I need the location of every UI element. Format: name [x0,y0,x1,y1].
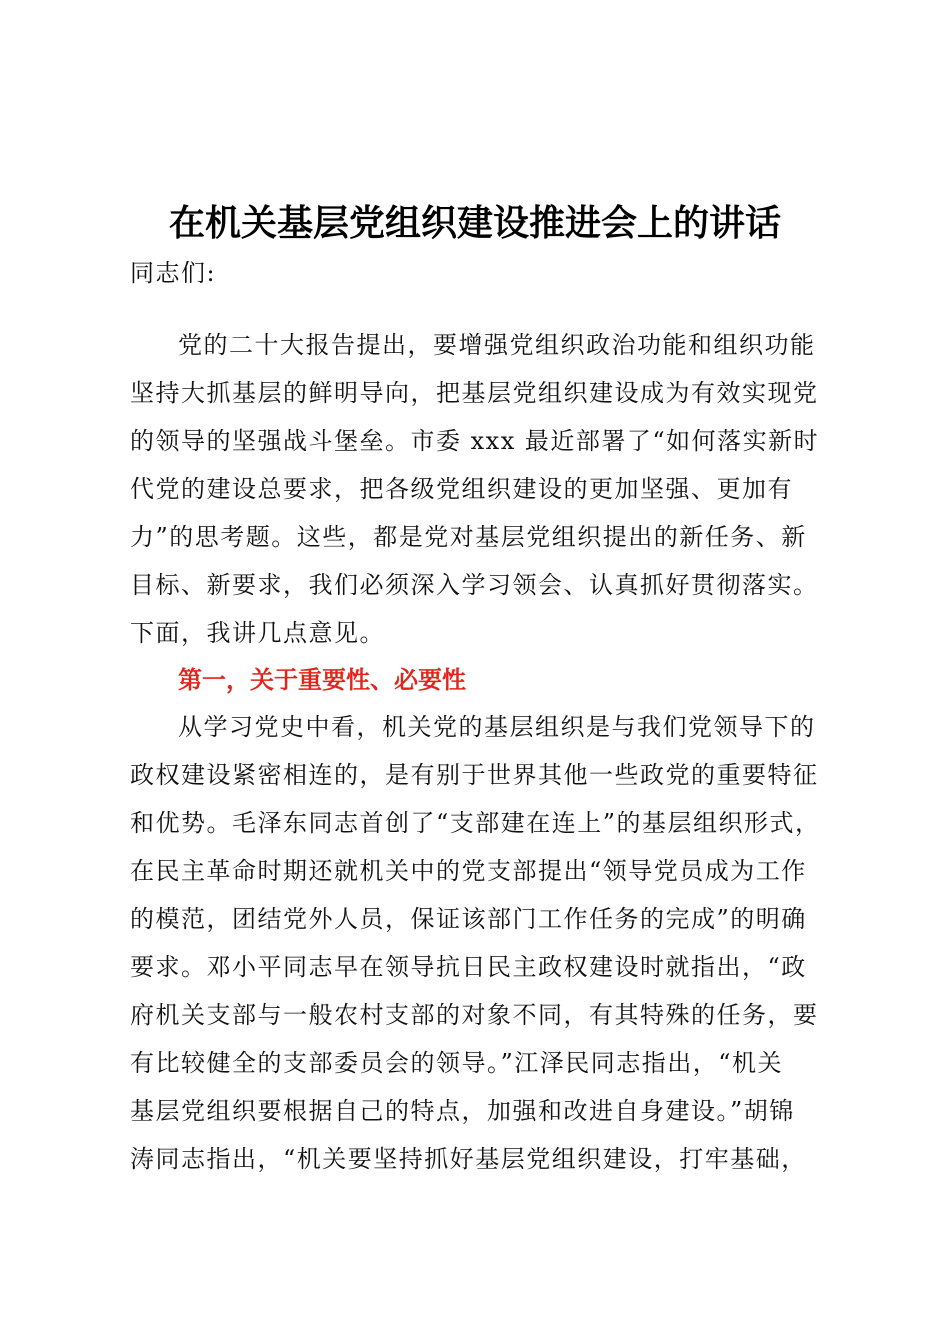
paragraph-line: 的领导的坚强战斗堡垒。市委 xxx 最近部署了“如何落实新时 [130,427,820,455]
paragraph-line: 要求。邓小平同志早在领导抗日民主政权建设时就指出，“政 [130,953,807,981]
paragraph-line: 在民主革命时期还就机关中的党支部提出“领导党员成为工作 [130,857,807,885]
paragraph-line: 党的二十大报告提出，要增强党组织政治功能和组织功能 [178,331,816,359]
paragraph-line: 从学习党史中看，机关党的基层组织是与我们党领导下的 [178,713,816,741]
paragraph-line: 力”的思考题。这些，都是党对基层党组织提出的新任务、新 [130,523,807,551]
paragraph-line: 代党的建设总要求，把各级党组织建设的更加坚强、更加有 [130,475,793,503]
paragraph-line: 和优势。毛泽东同志首创了“支部建在连上”的基层组织形式， [130,809,821,837]
paragraph-line: 涛同志指出，“机关要坚持抓好基层党组织建设，打牢基础， [130,1145,807,1173]
salutation: 同志们: [130,259,217,287]
paragraph-line: 政权建设紧密相连的，是有别于世界其他一些政党的重要特征 [130,761,819,789]
paragraph-line: 基层党组织要根据自己的特点，加强和改进自身建设。”胡锦 [130,1097,795,1125]
paragraph-line: 的模范，团结党外人员，保证该部门工作任务的完成”的明确 [130,905,807,933]
paragraph-line: 目标、新要求，我们必须深入学习领会、认真抓好贯彻落实。 [130,571,819,599]
paragraph-line: 坚持大抓基层的鲜明导向，把基层党组织建设成为有效实现党 [130,379,819,407]
section-heading-1: 第一，关于重要性、必要性 [178,666,466,694]
paragraph-1 [130,321,830,657]
paragraph-line: 有比较健全的支部委员会的领导。”江泽民同志指出，“机关 [130,1049,784,1077]
document-title: 在机关基层党组织建设推进会上的讲话 [168,202,781,244]
paragraph-line: 府机关支部与一般农村支部的对象不同，有其特殊的任务，要 [130,1001,819,1029]
paragraph-line: 下面，我讲几点意见。 [130,619,385,647]
paragraph-2 [130,703,830,1183]
